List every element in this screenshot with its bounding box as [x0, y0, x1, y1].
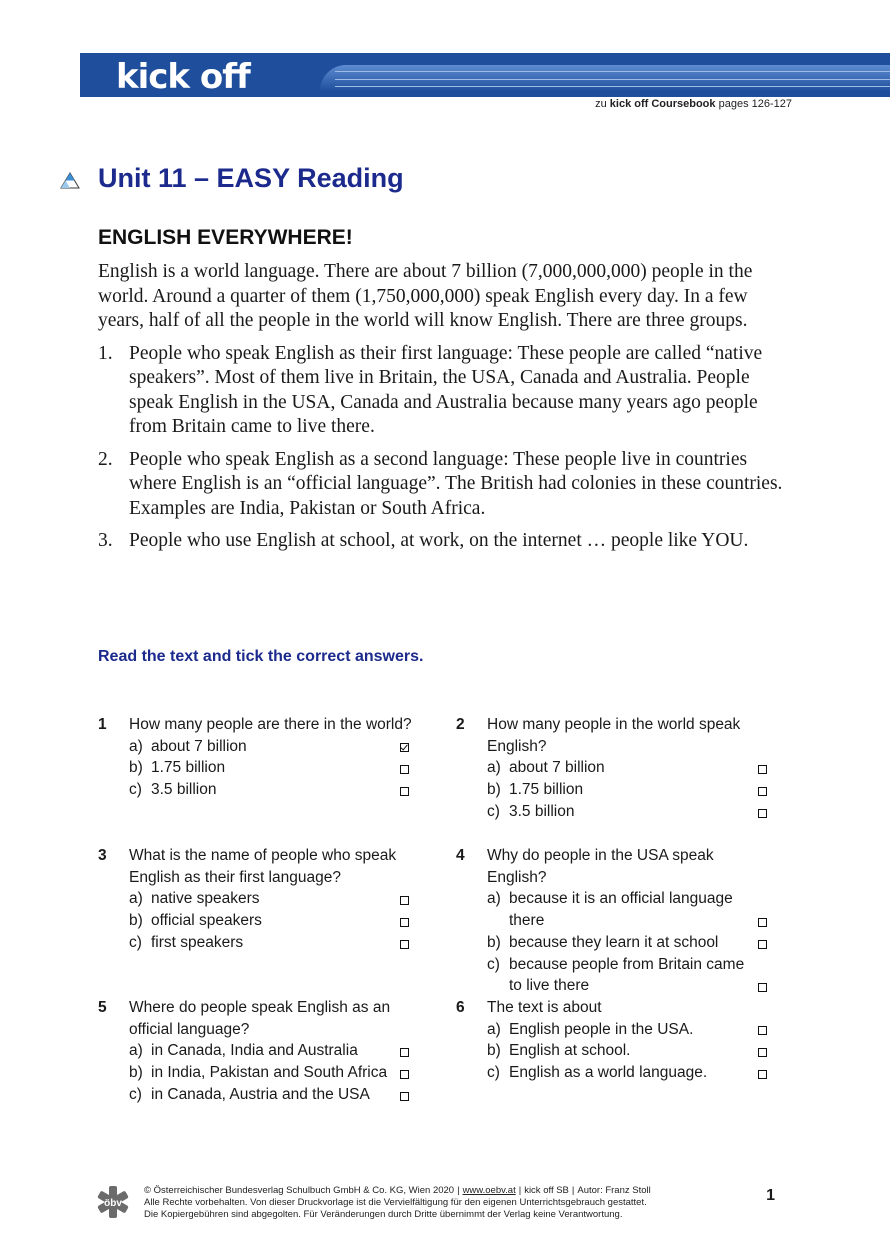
- question-text: How many people in the world speak English?: [487, 716, 741, 755]
- option-text: native speakers: [151, 890, 260, 908]
- ref-prefix: zu: [595, 98, 607, 110]
- reading-text: [98, 260, 798, 562]
- group-number: 2.: [98, 448, 113, 470]
- footer-line-3: Die Kopiergebühren sind abgegolten. Für Veränderungen durch Dritte übernimmt der Verlag keine Verantwortung.: [144, 1209, 623, 1220]
- question-number: 6: [456, 999, 465, 1016]
- option-label: c): [129, 1085, 142, 1103]
- checkbox[interactable]: [758, 787, 767, 796]
- answer-option: [487, 888, 771, 931]
- kick-off-logo: kick off: [116, 57, 250, 97]
- checkbox[interactable]: [758, 918, 767, 927]
- question-5: [98, 997, 413, 1106]
- header-band-line: [335, 86, 890, 87]
- question-4: [456, 845, 771, 997]
- checkbox[interactable]: [400, 1048, 409, 1057]
- answer-option: [129, 736, 413, 758]
- answer-option: [487, 757, 771, 779]
- option-text: English as a world language.: [509, 1064, 708, 1082]
- question-number: 5: [98, 999, 107, 1016]
- footer-line-1: © Österreichischer Bundesverlag Schulbuch GmbH & Co. KG, Wien 2020 | www.oebv.at | kick off SB | Autor: Franz Stoll: [144, 1185, 651, 1196]
- option-label: b): [129, 759, 143, 777]
- oebv-logo-icon: [95, 1184, 131, 1220]
- exercise-instruction: Read the text and tick the correct answers.: [98, 648, 424, 665]
- option-text: English people in the USA.: [509, 1020, 694, 1038]
- footer-line-2: Alle Rechte vorbehalten. Von dieser Druckvorlage ist die Vervielfältigung für den eigenen Unterrichtsgebrauch gestattet.: [144, 1197, 647, 1208]
- reading-headline: ENGLISH EVERYWHERE!: [98, 226, 353, 249]
- option-text: because it is an official language there: [509, 890, 733, 930]
- answer-option: [129, 932, 413, 954]
- option-text: first speakers: [151, 933, 244, 951]
- option-text: in Canada, Austria and the USA: [151, 1085, 370, 1103]
- checkbox[interactable]: [758, 940, 767, 949]
- header-band-line: [335, 79, 890, 80]
- option-text: because people from Britain came to live there: [509, 955, 745, 995]
- checkbox[interactable]: [758, 765, 767, 774]
- footer-author: Autor: Franz Stoll: [577, 1185, 651, 1196]
- header-band-strip: [320, 65, 890, 91]
- group-text: People who use English at school, at work, on the internet … people like YOU.: [129, 530, 749, 551]
- checkbox[interactable]: [758, 983, 767, 992]
- option-label: b): [487, 933, 501, 951]
- question-2: [456, 714, 771, 823]
- answer-option: [129, 910, 413, 932]
- option-label: b): [129, 1064, 143, 1082]
- answer-option: [129, 1040, 413, 1062]
- question-text: What is the name of people who speak English as their first language?: [129, 847, 397, 886]
- question-1: [98, 714, 413, 801]
- option-label: a): [487, 759, 501, 777]
- option-label: c): [487, 1064, 500, 1082]
- option-label: a): [487, 890, 501, 908]
- answer-option: [129, 1084, 413, 1106]
- checkbox[interactable]: [400, 940, 409, 949]
- option-text: 3.5 billion: [509, 802, 575, 820]
- group-text: People who speak English as a second language: These people live in countries where English is an “official language”. The British had colonies in these countries. Examples are India, Pakistan or South Africa.: [129, 448, 783, 519]
- checkbox[interactable]: [400, 1092, 409, 1101]
- option-label: c): [129, 933, 142, 951]
- checkbox[interactable]: [758, 809, 767, 818]
- question-text: Why do people in the USA speak English?: [487, 847, 714, 886]
- option-text: about 7 billion: [151, 737, 247, 755]
- option-label: a): [129, 1042, 143, 1060]
- answer-option: [487, 1062, 771, 1084]
- checkbox[interactable]: [400, 765, 409, 774]
- option-label: b): [129, 912, 143, 930]
- option-text: 1.75 billion: [151, 759, 226, 777]
- footer-text: [144, 1185, 651, 1221]
- option-label: a): [129, 890, 143, 908]
- option-text: in India, Pakistan and South Africa: [151, 1064, 388, 1082]
- option-label: c): [129, 781, 142, 799]
- group-item: [98, 529, 798, 554]
- option-label: c): [487, 955, 500, 973]
- answer-option: [487, 801, 771, 823]
- answer-option: [129, 1062, 413, 1084]
- checkbox[interactable]: [758, 1026, 767, 1035]
- option-label: c): [487, 802, 500, 820]
- group-item: [98, 342, 798, 440]
- answer-option: [487, 1040, 771, 1062]
- group-number: 1.: [98, 342, 113, 364]
- option-label: a): [487, 1020, 501, 1038]
- footer-book: kick off SB: [524, 1185, 569, 1196]
- page-number: 1: [766, 1187, 775, 1204]
- question-3: [98, 845, 413, 954]
- answer-option: [129, 888, 413, 910]
- ref-book: kick off Coursebook: [609, 98, 716, 110]
- option-text: official speakers: [151, 912, 262, 930]
- coursebook-reference: [595, 98, 792, 110]
- group-number: 3.: [98, 530, 113, 551]
- checkbox[interactable]: [400, 1070, 409, 1079]
- group-list: [98, 342, 798, 554]
- question-text: How many people are there in the world?: [129, 716, 412, 733]
- ref-pages: pages 126-127: [718, 98, 792, 110]
- checkbox[interactable]: [400, 787, 409, 796]
- option-label: b): [487, 781, 501, 799]
- question-number: 1: [98, 716, 107, 733]
- question-number: 2: [456, 716, 465, 733]
- footer-link[interactable]: www.oebv.at: [462, 1185, 516, 1196]
- option-text: because they learn it at school: [509, 933, 719, 951]
- header-band-line: [335, 71, 890, 72]
- option-text: 3.5 billion: [151, 781, 217, 799]
- answer-option: [129, 779, 413, 801]
- oebv-logo-text: öbv: [104, 1198, 122, 1209]
- checkbox[interactable]: [758, 1048, 767, 1057]
- question-text: The text is about: [487, 999, 602, 1016]
- answer-option: [487, 932, 771, 954]
- option-label: a): [129, 737, 143, 755]
- option-text: about 7 billion: [509, 759, 605, 777]
- answer-option: [129, 757, 413, 779]
- checkbox-checked[interactable]: [400, 743, 409, 752]
- footer-copyright: © Österreichischer Bundesverlag Schulbuch GmbH & Co. KG, Wien 2020: [144, 1185, 455, 1196]
- option-text: 1.75 billion: [509, 781, 584, 799]
- option-text: English at school.: [509, 1042, 631, 1060]
- group-item: [98, 448, 798, 522]
- question-text: Where do people speak English as an official language?: [129, 999, 391, 1038]
- checkbox[interactable]: [758, 1070, 767, 1079]
- option-label: b): [487, 1042, 501, 1060]
- answer-option: [487, 1019, 771, 1041]
- question-number: 3: [98, 847, 107, 864]
- question-6: [456, 997, 771, 1084]
- group-text: People who speak English as their first language: These people are called “native speakers”. Most of them live in Britain, the USA, Canada and Australia. People speak English in the USA, Canada and Australia because many years ago people from Britain came to live there.: [129, 342, 763, 437]
- level-triangle-icon: [60, 172, 80, 190]
- reading-intro: English is a world language. There are about 7 billion (7,000,000,000) people in the world. Around a quarter of them (1,750,000,000) speak English every day. In a few years, half of all the people in the world will know English. There are three groups.: [98, 261, 753, 331]
- unit-title: Unit 11 – EASY Reading: [98, 163, 404, 193]
- checkbox[interactable]: [400, 918, 409, 927]
- answer-option: [487, 954, 771, 997]
- answer-option: [487, 779, 771, 801]
- checkbox[interactable]: [400, 896, 409, 905]
- question-number: 4: [456, 847, 465, 864]
- option-text: in Canada, India and Australia: [151, 1042, 358, 1060]
